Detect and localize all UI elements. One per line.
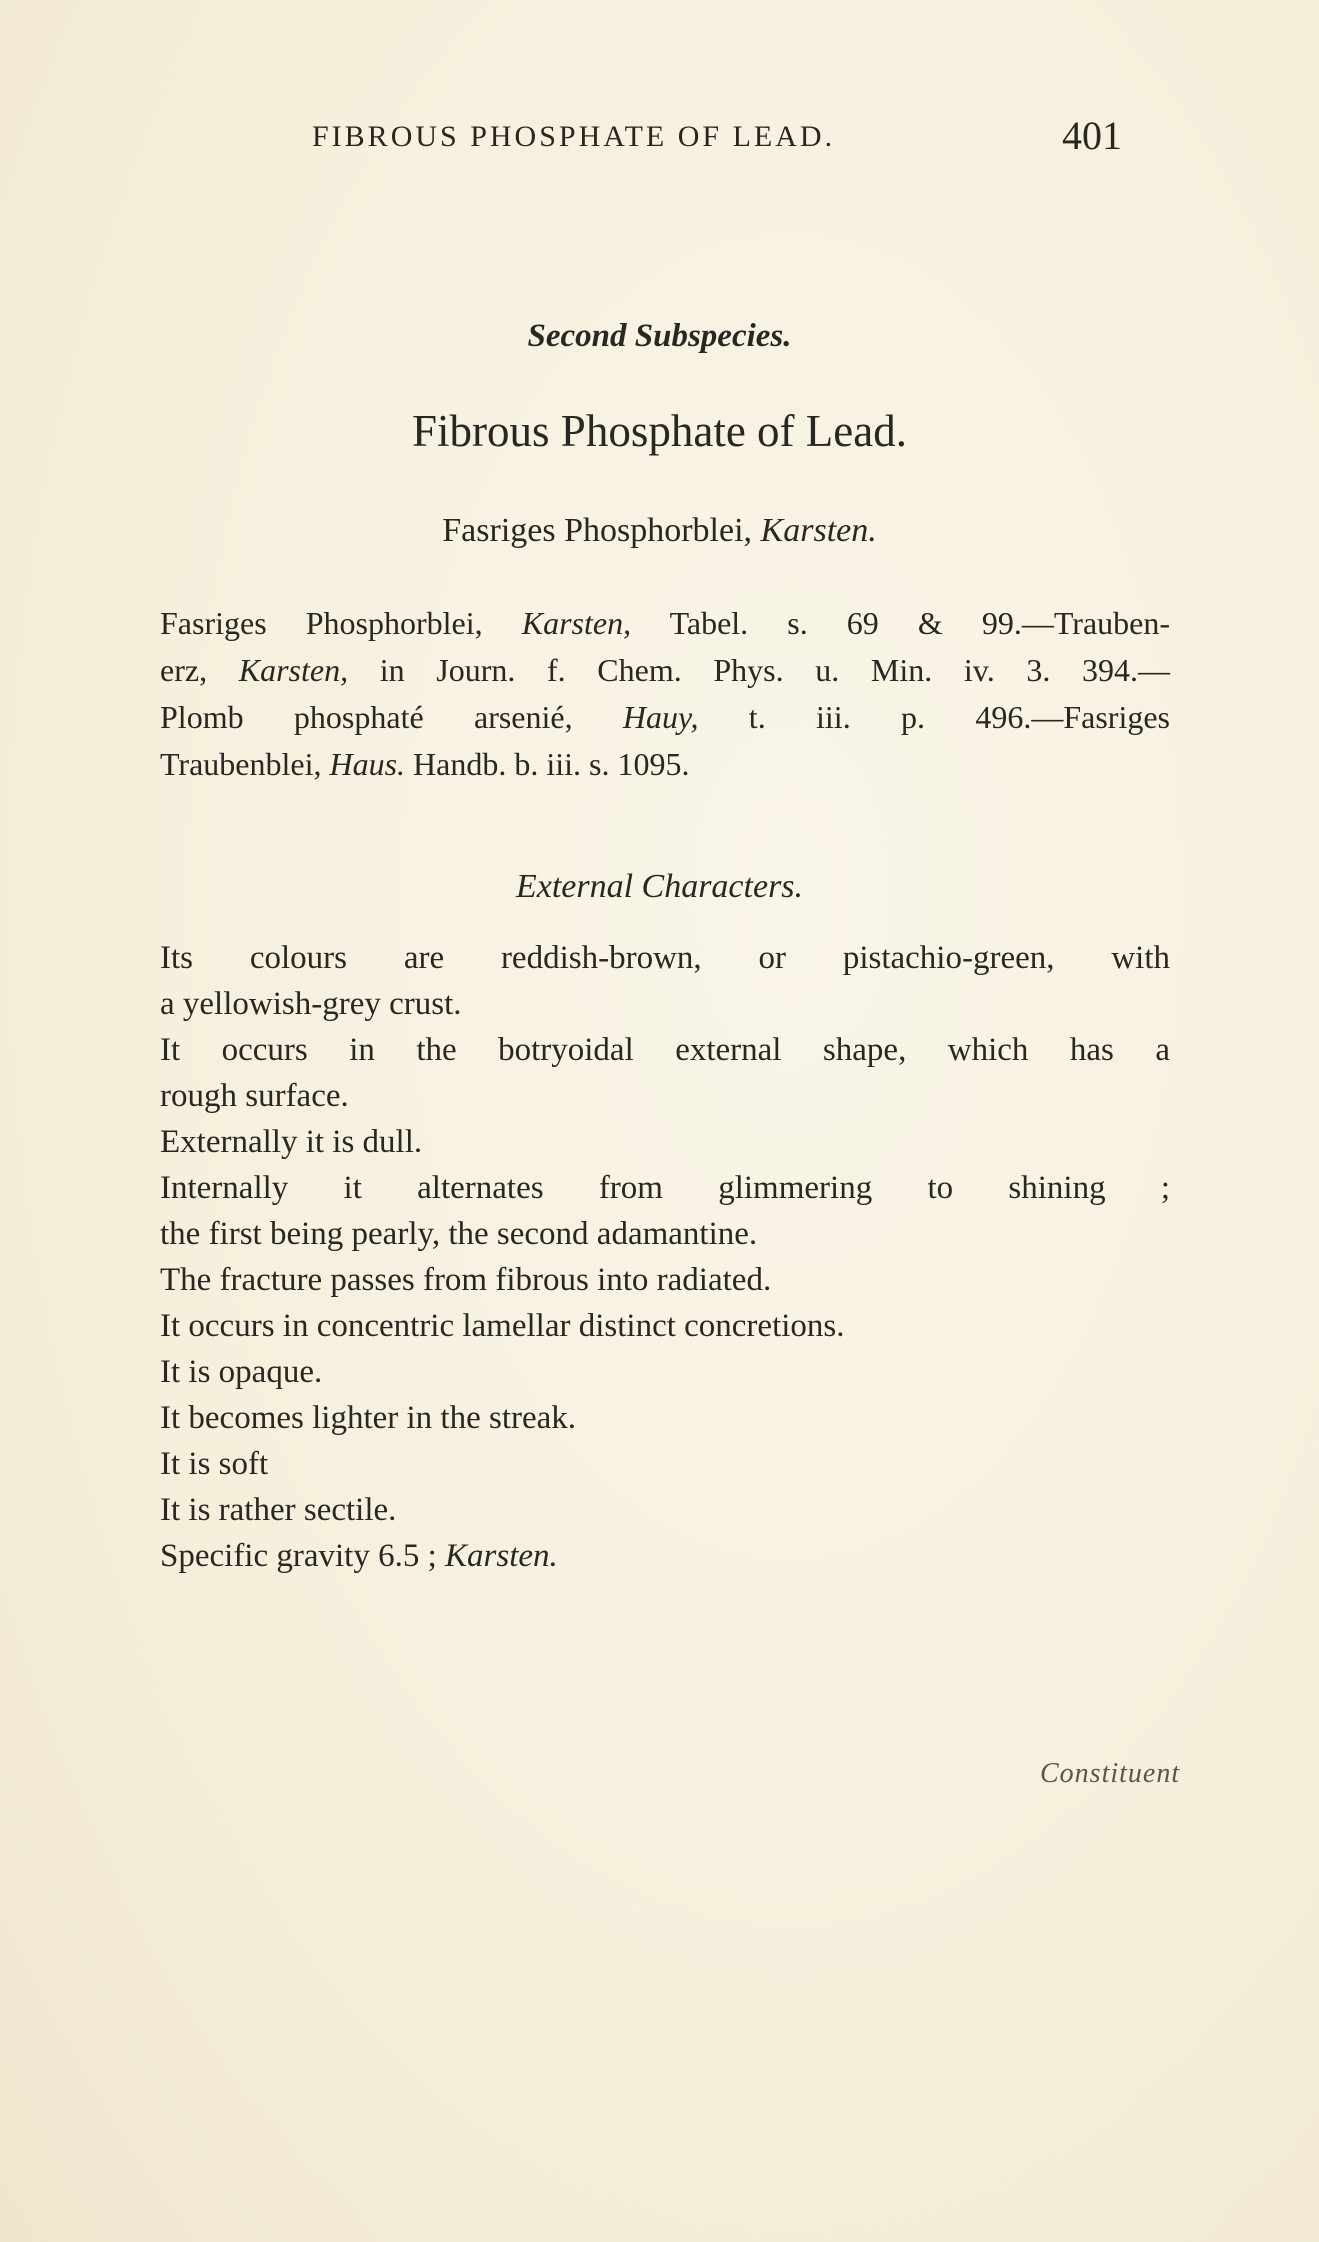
german-name xyxy=(0,512,1319,550)
running-head-title: FIBROUS PHOSPHATE OF LEAD. xyxy=(312,120,836,153)
synonymy-line: Traubenblei, Haus. Handb. b. iii. s. 1095. xyxy=(160,746,690,782)
character-line: It is rather sectile. xyxy=(160,1492,397,1528)
character-line: It occurs in the botryoidal external shape, which has a xyxy=(160,1032,1170,1068)
catchword: Constituent xyxy=(1040,1758,1181,1789)
character-line: Its colours are reddish-brown, or pistachio-green, with xyxy=(160,940,1170,976)
character-line: Internally it alternates from glimmering to shining ; xyxy=(160,1170,1170,1206)
character-line: It becomes lighter in the streak. xyxy=(160,1400,577,1436)
character-line: It is soft xyxy=(160,1446,269,1482)
mineral-title: Fibrous Phosphate of Lead. xyxy=(412,406,907,456)
character-line: The fracture passes from fibrous into radiated. xyxy=(160,1262,772,1298)
external-characters-heading: External Characters. xyxy=(515,868,804,905)
character-line: It is opaque. xyxy=(160,1354,323,1390)
specific-gravity-line: Specific gravity 6.5 ; Karsten. xyxy=(160,1538,558,1574)
character-line: rough surface. xyxy=(160,1078,349,1114)
synonymy-line: Plomb phosphaté arsenié, Hauy, t. iii. p. 496.—Fasriges xyxy=(160,699,1170,735)
german-name-text: Fasriges Phosphorblei, xyxy=(442,512,753,549)
page-number: 401 xyxy=(1062,113,1122,158)
synonymy-line: erz, Karsten, in Journ. f. Chem. Phys. u. Min. iv. 3. 394.— xyxy=(160,652,1171,688)
character-line: It occurs in concentric lamellar distinct concretions. xyxy=(160,1308,845,1344)
character-line: a yellowish-grey crust. xyxy=(160,986,462,1022)
german-name-author: Karsten. xyxy=(760,512,877,549)
character-line: Externally it is dull. xyxy=(160,1124,423,1160)
external-characters-list xyxy=(160,935,1170,1579)
character-line: the first being pearly, the second adamantine. xyxy=(160,1216,758,1252)
synonymy-line: Fasriges Phosphorblei, Karsten, Tabel. s. 69 & 99.—Trauben- xyxy=(160,605,1171,641)
subspecies-heading: Second Subspecies. xyxy=(527,318,792,354)
synonymy-paragraph xyxy=(160,600,1170,788)
